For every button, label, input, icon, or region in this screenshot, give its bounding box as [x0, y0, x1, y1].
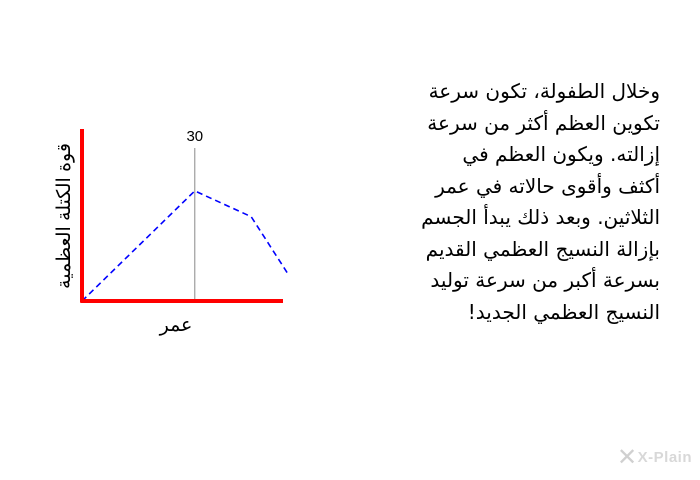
x-plain-logo-icon: ✕	[617, 444, 638, 471]
logo-text: X-Plain	[637, 449, 692, 466]
age-30-tick-label: 30	[186, 128, 204, 145]
explanation-text	[310, 76, 660, 328]
explanation-line: النسيج العظمي الجديد!	[467, 299, 660, 324]
explanation-line: إزالته. ويكون العظم في	[462, 142, 660, 166]
series-group	[82, 191, 289, 301]
explanation-line: الثلاثين. وبعد ذلك يبدأ الجسم	[421, 205, 660, 229]
x-axis-label: عمر	[159, 315, 193, 336]
explanation-line: أكثف وأقوى حالاته في عمر	[435, 173, 660, 198]
series-line	[82, 191, 289, 301]
explanation-line: تكوين العظم أكثر من سرعة	[427, 110, 660, 135]
explanation-line: وخلال الطفولة، تكون سرعة	[428, 79, 660, 103]
explanation-line: بسرعة أكبر من سرعة توليد	[430, 268, 660, 292]
x-plain-logo	[617, 443, 692, 472]
bone-mass-chart	[0, 0, 310, 360]
explanation-line: بإزالة النسيج العظمي القديم	[425, 236, 660, 261]
y-axis-label: قوة الكتلة العظمية	[54, 143, 75, 289]
